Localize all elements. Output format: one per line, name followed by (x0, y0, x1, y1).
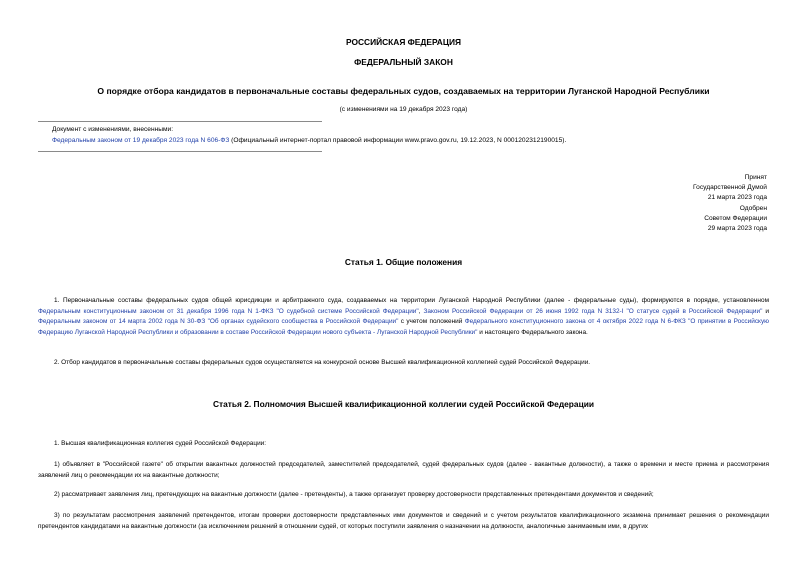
paragraph-text: с учетом положений (398, 318, 465, 326)
paragraph-text: , (418, 307, 424, 315)
amendments-line (52, 135, 752, 146)
adoption-block (693, 173, 767, 234)
article1-paragraph-2 (38, 358, 769, 369)
paragraph-text: 1) объявляет в "Российской газете" об открытии вакантных должностей председателей, заместителей председателей, судей федеральных судов (далее - вакантные должности), а также о времени и месте приема и рассмотрения заявлений лиц о рекомендации их на вакантные должности; (38, 461, 769, 479)
paragraph-text: и (762, 307, 769, 315)
paragraph-text: и настоящего Федерального закона. (477, 328, 588, 336)
amendment-link[interactable]: Федеральным законом от 19 декабря 2023 года N 606-ФЗ (52, 137, 230, 144)
country-heading: РОССИЙСКАЯ ФЕДЕРАЦИЯ (345, 37, 462, 47)
law-link[interactable]: Законом Российской Федерации от 26 июня 1992 года N 3132-I "О статусе судей в Российской Федерации" (423, 307, 763, 315)
document-title: О порядке отбора кандидатов в первоначальные составы федеральных судов, создаваемых на территории Луганской Народной Республики (97, 86, 710, 96)
adoption-line: Советом Федерации (704, 214, 767, 222)
article2-paragraph-1 (38, 439, 769, 450)
adoption-line: 29 марта 2023 года (707, 225, 767, 233)
law-link[interactable]: Федеральным конституционным законом от 31 декабря 1996 года N 1-ФКЗ "О судебной системе Российской Федерации" (38, 307, 419, 315)
article1-title: Статья 1. Общие положения (344, 257, 463, 267)
amended-date: (с изменениями на 19 декабря 2023 года) (339, 106, 468, 113)
law-link[interactable]: Федеральным законом от 14 марта 2002 года N 30-ФЗ "Об органах судейского сообщества в Российской Федерации" (38, 318, 399, 326)
law-link[interactable]: Федерального конституционного закона от 4 октября 2022 года N 6-ФКЗ "О принятии в Российскую Федерацию Луганской Народной Республики и образовании в составе Российской Федерации нового субъекта - Луганской Народной Республики" (38, 318, 769, 336)
paragraph-text: 2. Отбор кандидатов в первоначальные составы федеральных судов осуществляется на конкурсной основе Высшей квалификационной коллегией судей Российской Федерации. (54, 359, 591, 366)
doc-type-heading: ФЕДЕРАЛЬНЫЙ ЗАКОН (354, 57, 453, 67)
article2-item-2 (38, 490, 769, 501)
paragraph-text: 2) рассматривает заявления лиц, претендующих на вакантные должности (далее - претенденты), а также организует проверку достоверности представленных претендентами документов и сведений; (54, 491, 654, 498)
paragraph-text: 1. Первоначальные составы федеральных судов общей юрисдикции и арбитражного суда, создаваемых на территории Луганской Народной Республики (далее - федеральные суды), формируются в порядке, установленном (54, 297, 769, 304)
divider-bottom (38, 151, 322, 152)
paragraph-text: 3) по результатам рассмотрения заявлений претендентов, итогам проверки достоверности представленных ими документов и сведений и с учетом результатов квалификационного экзамена принимает решения о рекомендации претендентов кандидатами на вакантные должности (за исключением решений в отношении судей, от которых поступили заявления о назначении на должности, аналогичные занимаемым ими, в других (38, 512, 769, 530)
article2-item-3 (38, 511, 769, 532)
amendments-label: Документ с изменениями, внесенными: (52, 126, 174, 133)
paragraph-text: 1. Высшая квалификационная коллегия судей Российской Федерации: (54, 440, 267, 447)
adoption-line: Одобрен (739, 204, 767, 212)
article2-item-1 (38, 460, 769, 481)
article2-title: Статья 2. Полномочия Высшей квалификационной коллегии судей Российской Федерации (212, 399, 595, 409)
amendment-source: (Официальный интернет-портал правовой информации www.pravo.gov.ru, 19.12.2023, N 0001202312190015). (229, 137, 567, 144)
adoption-line: Принят (744, 174, 767, 181)
adoption-line: Государственной Думой (693, 184, 767, 192)
article1-paragraph-1 (38, 296, 769, 338)
divider-top (38, 121, 322, 122)
adoption-line: 21 марта 2023 года (707, 194, 767, 202)
amendments-box (52, 124, 752, 146)
